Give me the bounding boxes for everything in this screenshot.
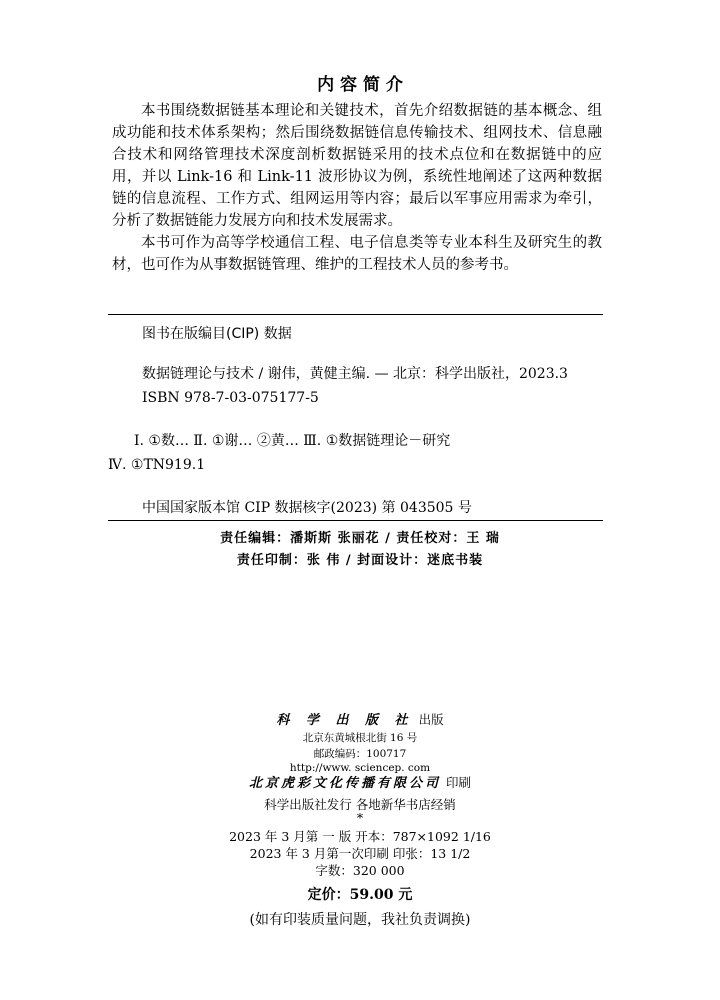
- cip-book-line: 数据链理论与技术 / 谢伟，黄健主编. — 北京：科学出版社，2023.3: [142, 366, 568, 382]
- page-title: 内 容 简 介: [317, 75, 403, 95]
- price: 定价：59.00 元: [307, 887, 413, 903]
- divider: [108, 520, 603, 521]
- printer-line: [0, 772, 720, 791]
- printing-line: 2023 年 3 月第一次印刷 印张：13 1/2: [249, 846, 471, 861]
- publisher-suffix: 出版: [418, 712, 444, 727]
- cip-heading: 图书在版编目(CIP) 数据: [142, 326, 292, 342]
- publisher-postcode: 邮政编码：100717: [313, 748, 407, 760]
- divider: [108, 314, 603, 315]
- publisher-address: 北京东黄城根北街 16 号: [302, 732, 418, 744]
- intro-paragraph: 本书围绕数据链基本理论和关键技术，首先介绍数据链的基本概念、组成功能和技术体系架构；然后围绕数据链信息传输技术、组网技术、信息融合技术和网络管理技术深度剖析数据链采用的技术点位和在数据链中的应用，并以 Link-16 和 Link-11 波形协议为例，系统性地阐述了这两种数据链的信息流程、工作方式、组网运用等内容；最后以军事应用需求为牵引，分析了数据链能力发展方向和技术发展需求。: [112, 103, 602, 229]
- cip-isbn: ISBN 978-7-03-075177-5: [142, 390, 319, 406]
- intro-text: [112, 100, 602, 276]
- distribution-line: 科学出版社发行 各地新华书店经销: [264, 797, 456, 812]
- publisher-url: http://www. sciencep. com: [289, 762, 431, 774]
- cip-classification: Ⅰ. ①数… Ⅱ. ①谢… ②黄… Ⅲ. ①数据链理论－研究: [134, 433, 451, 449]
- edition-line: 2023 年 3 月第 一 版 开本：787×1092 1/16: [229, 829, 491, 844]
- printer-suffix: 印刷: [446, 775, 472, 790]
- quality-note: (如有印装质量问题，我社负责调换): [249, 912, 471, 928]
- cip-classification: Ⅳ. ①TN919.1: [108, 457, 206, 473]
- publisher-line: [0, 709, 720, 728]
- cip-record-number: 中国国家版本馆 CIP 数据核字(2023) 第 043505 号: [142, 500, 472, 516]
- publisher-name: 科 学 出 版 社: [276, 713, 414, 728]
- star-separator: *: [356, 810, 364, 825]
- editors-line: 责任编辑：潘斯斯 张丽花 / 责任校对：王 瑞: [220, 531, 500, 546]
- intro-paragraph: 本书可作为高等学校通信工程、电子信息类等专业本科生及研究生的教材，也可作为从事数据链管理、维护的工程技术人员的参考书。: [112, 235, 602, 273]
- editors-line: 责任印制：张 伟 / 封面设计：迷底书装: [236, 553, 484, 568]
- printer-name: 北京虎彩文化传播有限公司: [248, 776, 441, 791]
- word-count: 字数：320 000: [315, 863, 405, 878]
